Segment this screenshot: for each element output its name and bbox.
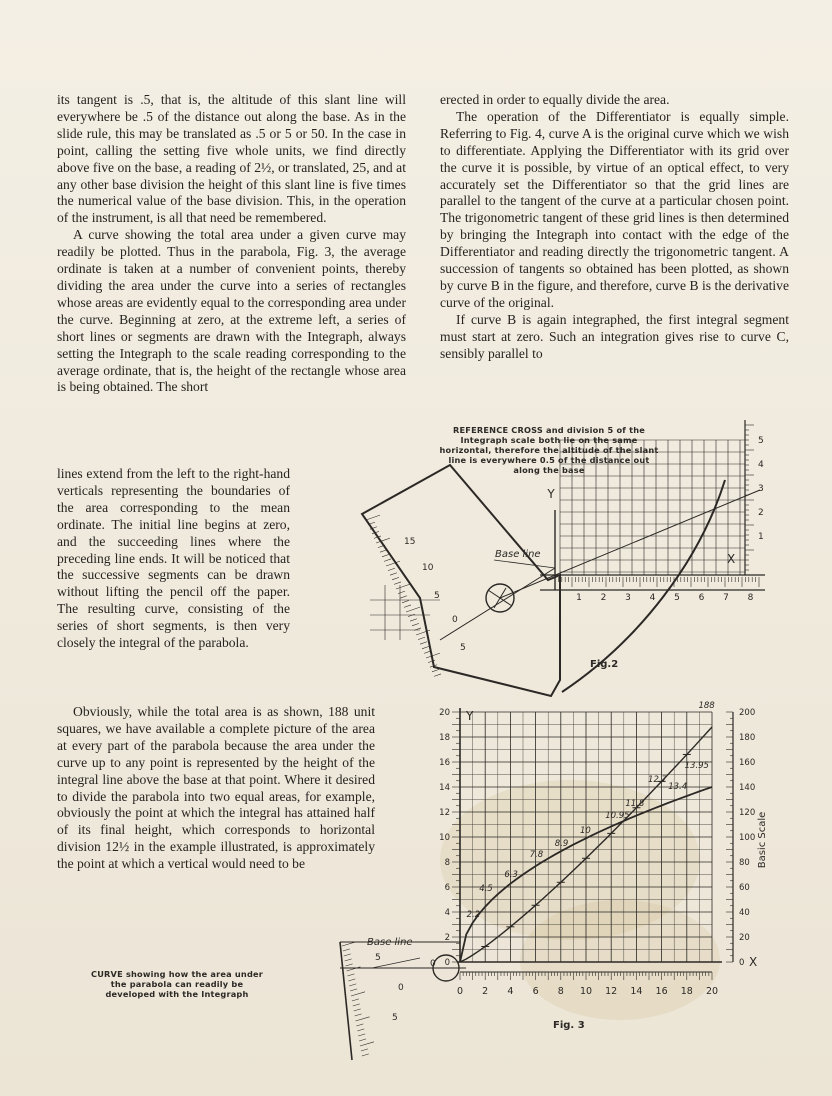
scale-label: 0 bbox=[398, 983, 404, 993]
scale-tick bbox=[343, 949, 350, 951]
left-tick-label: 0 bbox=[444, 958, 450, 968]
scale-tick bbox=[352, 999, 359, 1001]
x-tick-label: 3 bbox=[625, 593, 631, 603]
x-tick-label: 7 bbox=[723, 593, 729, 603]
paragraph: lines extend from the left to the right-hand verticals representing the boundaries of the area corresponding to the mean ordinate. The initial line begins at zero, and the succeeding lines where the preceding line ends. It will be noticed that the successive segments can be drawn without lifting the pencil off the paper. The resulting curve, consisting of the series of short segments, is then very closely the integral of the parabola. bbox=[57, 466, 290, 651]
left-tick-label: 18 bbox=[439, 733, 450, 743]
scale-tick bbox=[350, 989, 357, 991]
scale-tick bbox=[345, 959, 352, 961]
right-tick-label: 120 bbox=[739, 808, 756, 818]
scale-tick bbox=[347, 967, 361, 971]
x-tick-label: 12 bbox=[605, 986, 618, 997]
y-axis-label: Y bbox=[466, 709, 474, 723]
y-axis-label: Y bbox=[547, 487, 555, 501]
paragraph: The operation of the Differentiator is equally simple. Referring to Fig. 4, curve A is the original curve which we wish to differentiate. Applying the Differentiator with its grid over the curve it is possible, by virtue of an optical effect, to very accurately set the Differentiator so that the grid lines are parallel to the tangent of the curve at a particular chosen point. The trigonometric tangent of these grid lines is then determined by bringing the Integraph into contact with the edge of the Differentiator and reading directly the trigonometric tangent. A succession of tangents so obtained has been plotted, as shown by curve B in the figure, and therefore, curve B is the derivative curve of the original. bbox=[440, 108, 789, 310]
x-tick-label: 1 bbox=[576, 593, 582, 603]
left-tick-label: 14 bbox=[439, 783, 450, 793]
scale-tick bbox=[351, 992, 365, 996]
x-tick-label: 4 bbox=[507, 986, 514, 997]
fig3-label: Fig. 3 bbox=[553, 1020, 585, 1031]
x-tick-label: 2 bbox=[600, 593, 607, 603]
paragraph: its tangent is .5, that is, the altitude of this slant line will everywhere be .5 of the distance out along the base. As in the slide rule, this may be translated as .5 or 5 or 50. In the case in point, calling the setting five whole units, we find directly above five on the base, a reading of 2½, or translated, 25, and at any other base division the height of this slant line is five times the numerical value of the base division. This, in the operation of the instrument, is all that need be remembered. bbox=[57, 92, 406, 226]
scale-tick bbox=[361, 1049, 368, 1051]
paragraph: erected in order to equally divide the area. bbox=[440, 92, 670, 107]
area-label: 13.95 bbox=[684, 761, 709, 771]
scale-label: 0 bbox=[452, 615, 458, 625]
left-tick-label: 2 bbox=[444, 933, 450, 943]
x-tick-label: 0 bbox=[456, 986, 464, 997]
right-tick-label: 200 bbox=[739, 708, 756, 718]
area-label: 4.5 bbox=[479, 884, 493, 894]
left-tick-label: 4 bbox=[444, 908, 450, 918]
x-tick-label: 14 bbox=[630, 986, 643, 997]
scale-tick bbox=[349, 984, 356, 986]
scale-tick bbox=[354, 1009, 361, 1011]
x-tick-label: 5 bbox=[674, 593, 680, 603]
y-tick-label: 2 bbox=[758, 508, 764, 518]
scale-tick bbox=[356, 1024, 363, 1026]
right-tick-label: 60 bbox=[739, 883, 750, 893]
base-line-label: Base line bbox=[367, 937, 413, 948]
x-tick-label: 18 bbox=[680, 986, 693, 997]
scale-tick bbox=[348, 979, 355, 981]
x-tick-label: 8 bbox=[557, 986, 564, 997]
x-tick-label: 10 bbox=[579, 986, 593, 997]
right-tick-label: 140 bbox=[739, 783, 756, 793]
scale-label: 5 bbox=[434, 591, 440, 601]
fig3-grid bbox=[340, 708, 733, 1060]
origin-label: 0 bbox=[430, 959, 436, 969]
scale-label: 15 bbox=[404, 537, 416, 547]
scale-tick bbox=[347, 974, 354, 976]
scale-tick bbox=[346, 964, 353, 966]
x-axis-label: X bbox=[727, 552, 736, 566]
right-tick-label: 80 bbox=[739, 858, 750, 868]
right-tick-label: 180 bbox=[739, 733, 756, 743]
left-tick-label: 16 bbox=[439, 758, 450, 768]
y-tick-label: 1 bbox=[758, 532, 764, 542]
area-label: 8.9 bbox=[554, 839, 569, 849]
area-label: 6.3 bbox=[504, 870, 518, 880]
fig2-label: Fig.2 bbox=[590, 659, 619, 670]
fig2-caption: REFERENCE CROSS and division 5 of the Integraph scale both lie on the same horizontal, therefore the altitude of the slant line is everywhere 0.5 of the distance out along the base bbox=[439, 425, 659, 475]
x-tick-label: 4 bbox=[649, 593, 656, 603]
scale-label: 5 bbox=[375, 953, 381, 963]
right-tick-label: 40 bbox=[739, 908, 750, 918]
scale-tick bbox=[360, 1042, 374, 1046]
scale-tick bbox=[355, 1014, 362, 1016]
area-label: 2.2 bbox=[466, 910, 481, 920]
scale-tick bbox=[362, 1054, 369, 1056]
y-tick-label: 3 bbox=[758, 484, 764, 494]
right-tick-label: 20 bbox=[739, 933, 750, 943]
x-tick-label: 20 bbox=[705, 986, 719, 997]
left-tick-label: 6 bbox=[444, 883, 450, 893]
y-tick-label: 5 bbox=[758, 436, 764, 446]
right-tick-label: 160 bbox=[739, 758, 756, 768]
scale-label: 10 bbox=[422, 563, 434, 573]
area-label: 10 bbox=[580, 826, 591, 836]
x-tick-label: 16 bbox=[655, 986, 668, 997]
scale-tick bbox=[353, 1004, 360, 1006]
area-label: 12.7 bbox=[648, 775, 667, 785]
scale-tick bbox=[344, 954, 351, 956]
x-tick-label: 8 bbox=[747, 593, 754, 603]
x-tick-label: 6 bbox=[698, 593, 705, 603]
scale-tick bbox=[358, 1034, 365, 1036]
area-label: 7.8 bbox=[529, 850, 544, 860]
area-label: 188 bbox=[698, 701, 715, 711]
x-axis-label: X bbox=[749, 955, 758, 969]
left-tick-label: 20 bbox=[439, 708, 450, 718]
x-tick-label: 6 bbox=[532, 986, 539, 997]
left-tick-label: 8 bbox=[444, 858, 450, 868]
scale-tick bbox=[359, 1039, 366, 1041]
paragraph: Obviously, while the total area is as shown, 188 unit squares, we have available a complete picture of the area at every part of the parabola because the area under the curve up to any point is represented by the height of the integral line above the base at that point. Where it desired to divide the parabola into two equal areas, for example, obviously the point at which the integral has attained half of its final height, which corresponds to horizontal division 12½ in the example illustrated, is approximately the point at which a vertical would need to be bbox=[57, 704, 375, 872]
fig3-caption: CURVE showing how the area under the parabola can readily be developed with the Integraph bbox=[91, 969, 263, 999]
paragraph: A curve showing the total area under a given curve may readily be plotted. Thus in the parabola, Fig. 3, the average ordinate is taken at a number of convenient points, thereby dividing the area under the curve into a series of rectangles whose areas are evidently equal to the corresponding area under the curve. Beginning at zero, at the extreme left, a series of short lines or segments are drawn with the Integraph, always setting the Integraph to the scale reading corresponding to the average ordinate, that is, the height of the rectangle whose area is being obtained. The short bbox=[57, 227, 406, 395]
left-tick-label: 12 bbox=[439, 808, 450, 818]
right-tick-label: 100 bbox=[739, 833, 756, 843]
right-axis-label: Basic Scale bbox=[757, 811, 768, 869]
x-tick-label: 2 bbox=[482, 986, 489, 997]
area-label: 11.8 bbox=[625, 799, 645, 809]
right-tick-label: 0 bbox=[739, 958, 745, 968]
left-tick-label: 10 bbox=[439, 833, 450, 843]
paragraph: If curve B is again integraphed, the first integral segment must start at zero. Such an integration gives rise to curve C, sensibly parallel to bbox=[440, 311, 789, 361]
base-line-label: Base line bbox=[495, 549, 541, 560]
area-label: 10.95 bbox=[605, 811, 630, 821]
y-tick-label: 4 bbox=[758, 460, 764, 470]
scale-label: 5 bbox=[460, 643, 466, 653]
scale-tick bbox=[357, 1029, 364, 1031]
scale-label: 5 bbox=[392, 1013, 398, 1023]
scale-tick bbox=[356, 1017, 370, 1021]
area-label: 13.4 bbox=[668, 782, 688, 792]
